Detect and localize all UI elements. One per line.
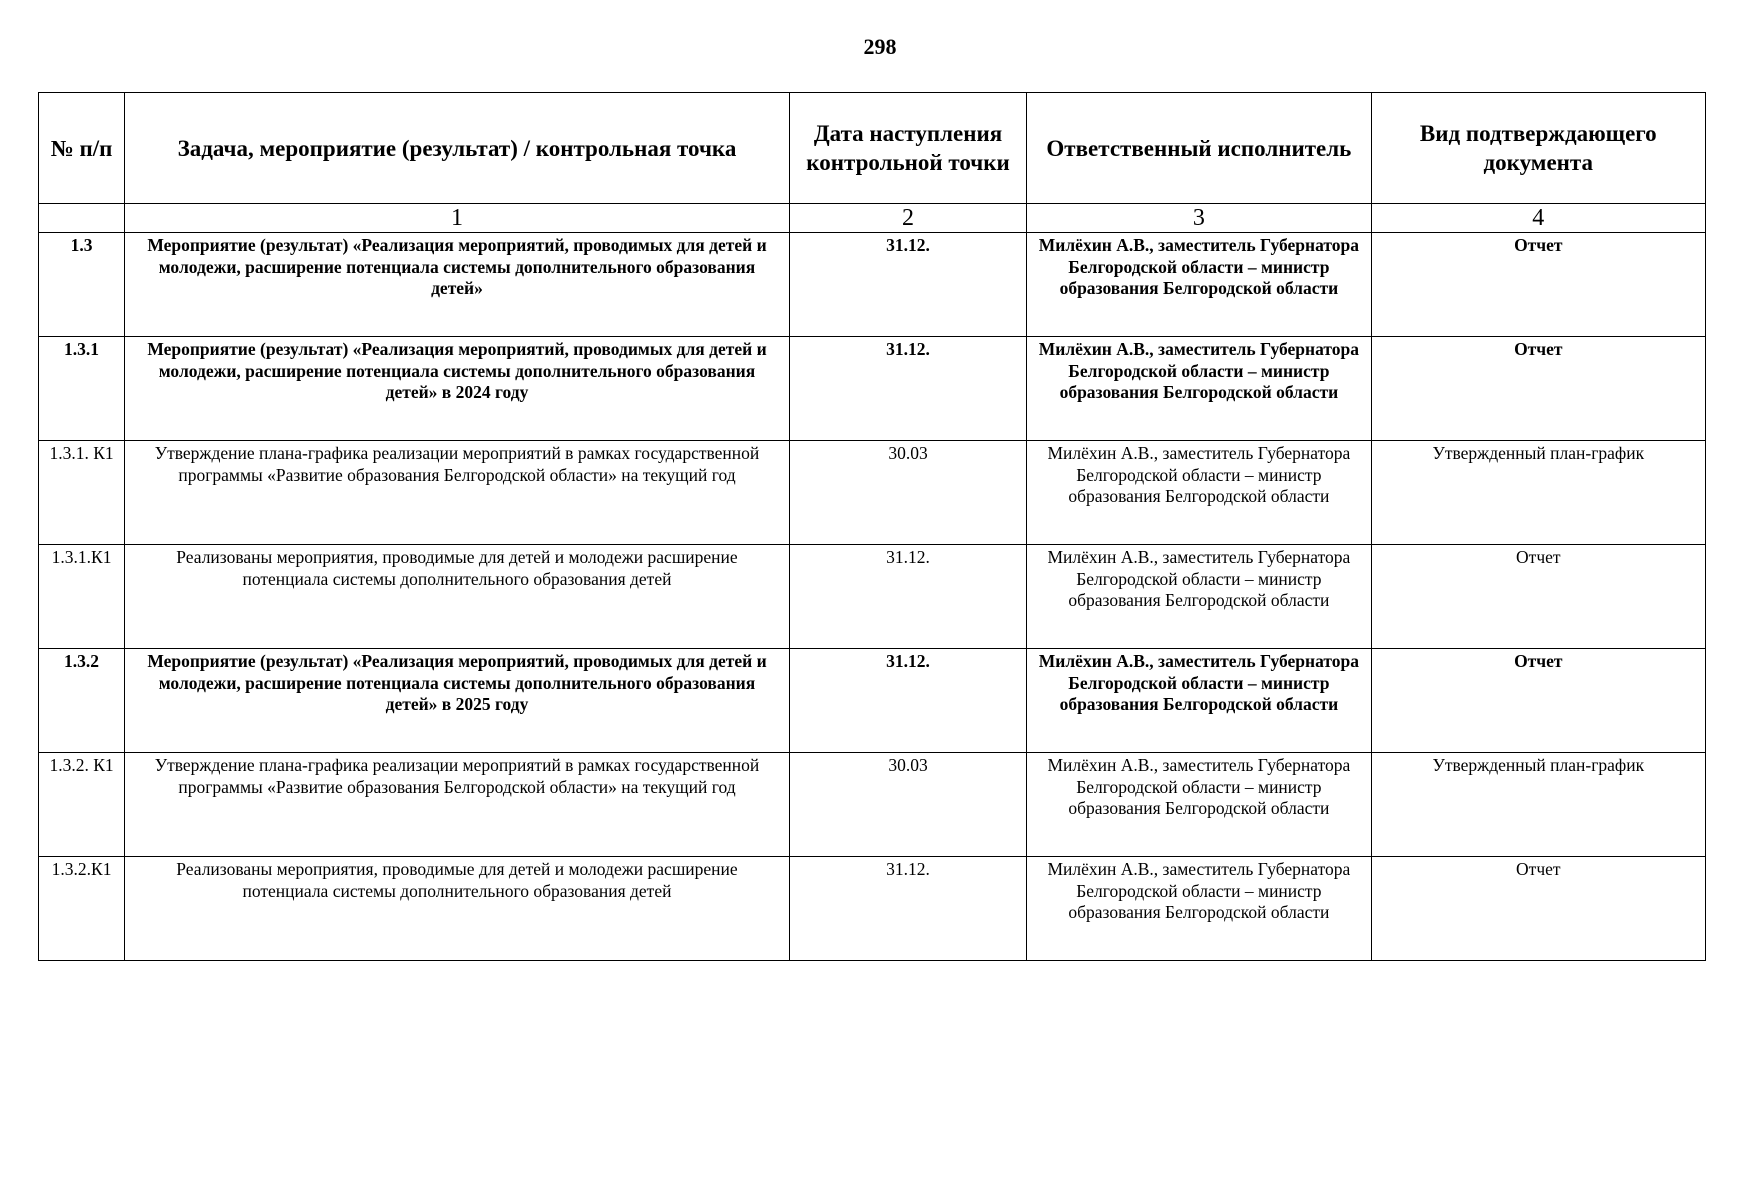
row-task: Реализованы мероприятия, проводимые для детей и молодежи расширение потенциала системы дополнительного образования детей — [125, 857, 790, 961]
row-number: 1.3.2. К1 — [39, 753, 125, 857]
table-row — [39, 857, 1706, 961]
row-number: 1.3.1 — [39, 337, 125, 441]
header-responsible: Ответственный исполнитель — [1027, 93, 1371, 204]
row-document: Отчет — [1371, 545, 1705, 649]
row-date: 31.12. — [789, 233, 1026, 337]
row-responsible: Милёхин А.В., заместитель Губернатора Белгородской области – министр образования Белгородской области — [1027, 545, 1371, 649]
row-date: 31.12. — [789, 545, 1026, 649]
table-row — [39, 337, 1706, 441]
row-responsible: Милёхин А.В., заместитель Губернатора Белгородской области – министр образования Белгородской области — [1027, 441, 1371, 545]
column-number-row — [39, 204, 1706, 233]
row-number: 1.3 — [39, 233, 125, 337]
row-task: Реализованы мероприятия, проводимые для детей и молодежи расширение потенциала системы дополнительного образования детей — [125, 545, 790, 649]
row-number: 1.3.2.К1 — [39, 857, 125, 961]
row-task: Мероприятие (результат) «Реализация мероприятий, проводимых для детей и молодежи, расширение потенциала системы дополнительного образования детей» в 2024 году — [125, 337, 790, 441]
row-date: 30.03 — [789, 441, 1026, 545]
row-task: Мероприятие (результат) «Реализация мероприятий, проводимых для детей и молодежи, расширение потенциала системы дополнительного образования детей» в 2025 году — [125, 649, 790, 753]
column-number: 2 — [789, 204, 1026, 233]
row-document: Утвержденный план-график — [1371, 441, 1705, 545]
column-number: 4 — [1371, 204, 1705, 233]
page-number: 298 — [863, 34, 897, 59]
header-date: Дата наступления контрольной точки — [789, 93, 1026, 204]
row-responsible: Милёхин А.В., заместитель Губернатора Белгородской области – министр образования Белгородской области — [1027, 233, 1371, 337]
table-header-row — [39, 93, 1706, 204]
row-document: Отчет — [1371, 649, 1705, 753]
row-document: Утвержденный план-график — [1371, 753, 1705, 857]
row-responsible: Милёхин А.В., заместитель Губернатора Белгородской области – министр образования Белгородской области — [1027, 857, 1371, 961]
row-responsible: Милёхин А.В., заместитель Губернатора Белгородской области – министр образования Белгородской области — [1027, 649, 1371, 753]
column-number: 1 — [125, 204, 790, 233]
row-number: 1.3.2 — [39, 649, 125, 753]
row-date: 31.12. — [789, 337, 1026, 441]
column-number-empty — [39, 204, 125, 233]
row-task: Утверждение плана-графика реализации мероприятий в рамках государственной программы «Развитие образования Белгородской области» на текущий год — [125, 753, 790, 857]
row-date: 30.03 — [789, 753, 1026, 857]
column-number: 3 — [1027, 204, 1371, 233]
row-document: Отчет — [1371, 233, 1705, 337]
row-date: 31.12. — [789, 649, 1026, 753]
row-responsible: Милёхин А.В., заместитель Губернатора Белгородской области – министр образования Белгородской области — [1027, 753, 1371, 857]
table-row — [39, 753, 1706, 857]
row-document: Отчет — [1371, 337, 1705, 441]
row-task: Утверждение плана-графика реализации мероприятий в рамках государственной программы «Развитие образования Белгородской области» на текущий год — [125, 441, 790, 545]
row-responsible: Милёхин А.В., заместитель Губернатора Белгородской области – министр образования Белгородской области — [1027, 337, 1371, 441]
row-document: Отчет — [1371, 857, 1705, 961]
row-task: Мероприятие (результат) «Реализация мероприятий, проводимых для детей и молодежи, расширение потенциала системы дополнительного образования детей» — [125, 233, 790, 337]
row-date: 31.12. — [789, 857, 1026, 961]
table-row — [39, 233, 1706, 337]
header-task: Задача, мероприятие (результат) / контрольная точка — [125, 93, 790, 204]
control-points-table — [38, 92, 1706, 961]
table-row — [39, 649, 1706, 753]
row-number: 1.3.1. К1 — [39, 441, 125, 545]
header-number: № п/п — [39, 93, 125, 204]
header-document: Вид подтверждающего документа — [1371, 93, 1705, 204]
table-row — [39, 545, 1706, 649]
table-row — [39, 441, 1706, 545]
row-number: 1.3.1.К1 — [39, 545, 125, 649]
